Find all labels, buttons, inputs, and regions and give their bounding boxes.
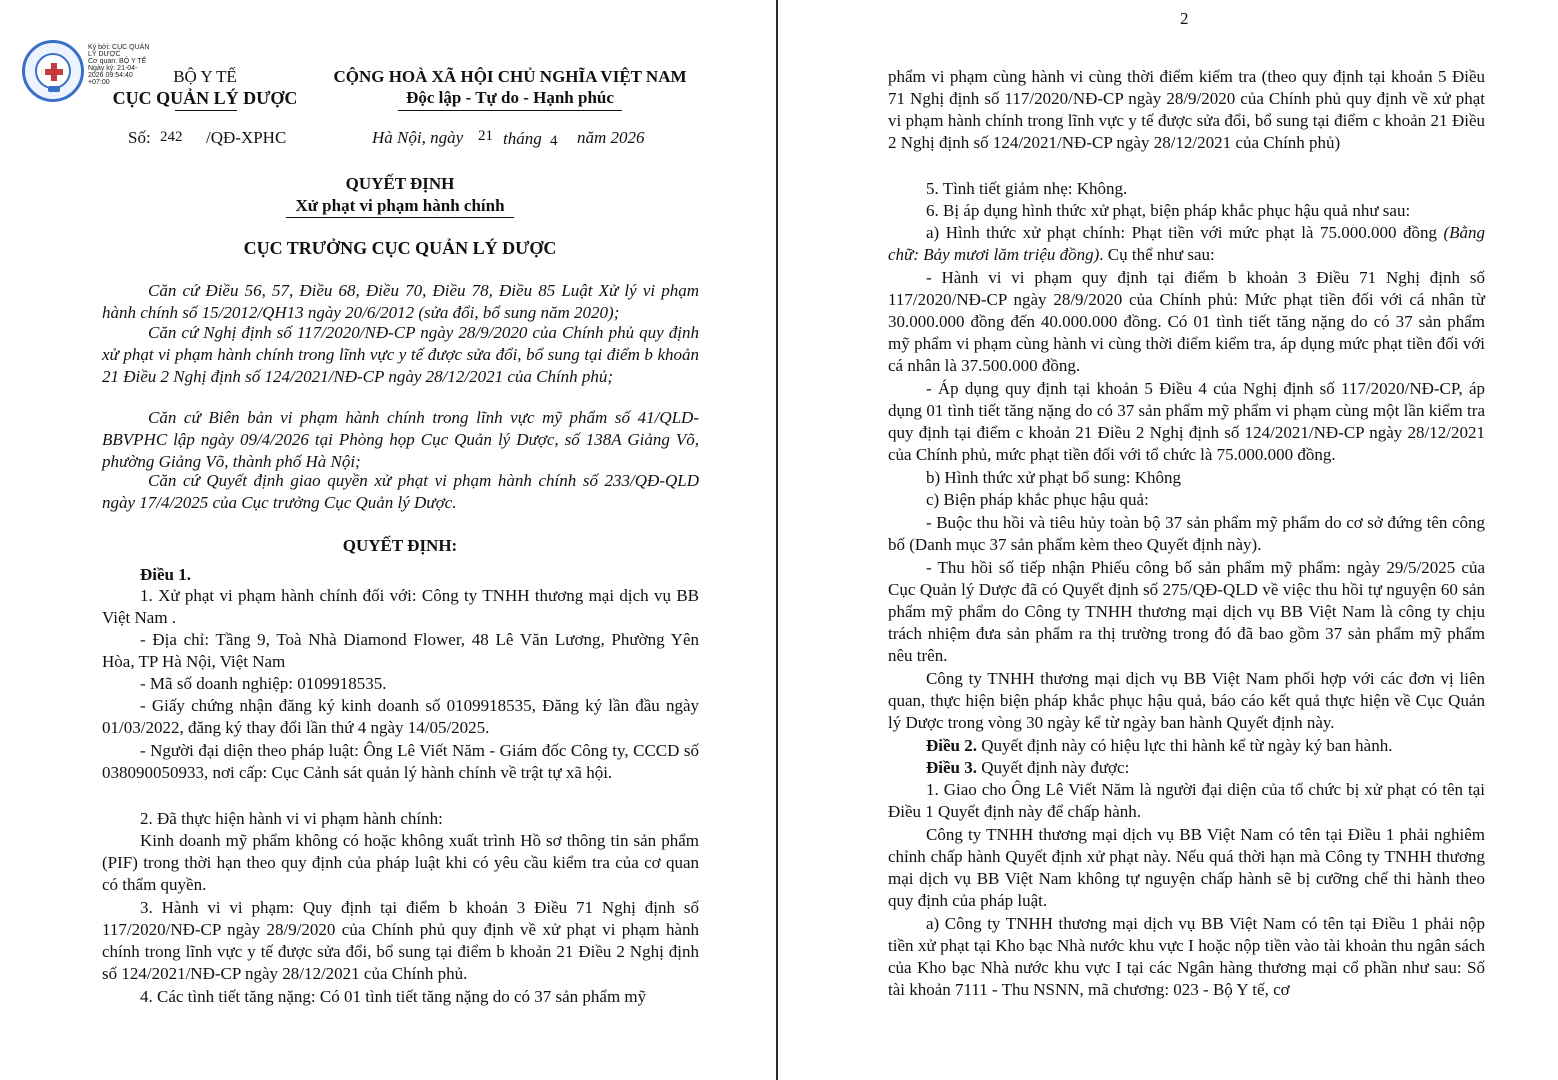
signature-line-2: LÝ DƯỢC bbox=[88, 51, 121, 58]
main-penalty bbox=[888, 222, 1485, 266]
violation-description: Kinh doanh mỹ phẩm không có hoặc không xuất trình Hồ sơ thông tin sản phẩm (PIF) trong thời hạn theo quy định của pháp luật khi có yêu cầu kiểm tra của cơ quan có thẩm quyền. bbox=[102, 831, 699, 894]
nation-motto: Độc lập - Tự do - Hạnh phúc bbox=[406, 88, 614, 107]
article-1-address: - Địa chỉ: Tầng 9, Toà Nhà Diamond Flower, 48 Lê Văn Lương, Phường Yên Hòa, TP Hà Nội, Việt Nam bbox=[102, 630, 699, 671]
org-department: CỤC QUẢN LÝ DƯỢC bbox=[112, 88, 298, 108]
article-2 bbox=[888, 735, 1485, 757]
mitigating-factors: 5. Tình tiết giảm nhẹ: Không. bbox=[926, 179, 1128, 198]
aggravating-continued: phẩm vi phạm cùng hành vi cùng thời điểm kiểm tra (theo quy định tại khoản 5 Điều 71 Nghị định số 117/2020/NĐ-CP ngày 28/9/2020 của Chính phủ quy định về xử phạt vi phạm hành chính trong lĩnh vực y tế được sửa đổi, bổ sung tại điểm c khoản 21 Điều 2 Nghị định số 124/2021/NĐ-CP ngày 28/12/2021 của Chính phủ) bbox=[888, 67, 1485, 152]
page-2 bbox=[778, 0, 1558, 1080]
remedial-recall: - Buộc thu hồi và tiêu hủy toàn bộ 37 sản phẩm mỹ phẩm do cơ sở đứng tên công bố (Danh mục 37 sản phẩm kèm theo Quyết định này). bbox=[888, 513, 1485, 554]
page-1 bbox=[0, 0, 776, 1080]
signature-line-1: Ký bởi: CỤC QUẢN bbox=[88, 44, 150, 51]
date-month-label: tháng bbox=[503, 129, 542, 148]
penalty-intro: 6. Bị áp dụng hình thức xử phạt, biện pháp khắc phục hậu quả như sau: bbox=[926, 201, 1411, 220]
article-2-heading: Điều 2. bbox=[926, 736, 977, 755]
signature-line-4: Ngày ký: 21-04- bbox=[88, 65, 138, 72]
date-year: năm 2026 bbox=[577, 128, 645, 147]
article-3 bbox=[888, 757, 1485, 779]
article-1-item-1: 1. Xử phạt vi phạm hành chính đối với: Công ty TNHH thương mại dịch vụ BB Việt Nam . bbox=[102, 586, 699, 627]
article-3-heading: Điều 3. bbox=[926, 758, 977, 777]
issuer-title: CỤC TRƯỞNG CỤC QUẢN LÝ DƯỢC bbox=[243, 238, 557, 258]
signature-line-6: +07:00 bbox=[88, 79, 110, 86]
signature-line-5: 2026 09:54:40 bbox=[88, 72, 133, 79]
doc-subtitle: Xử phạt vi phạm hành chính bbox=[295, 196, 505, 215]
main-penalty-in-words: (Bằng chữ: Bảy mươi lăm triệu đồng) bbox=[888, 223, 1485, 264]
decision-heading: QUYẾT ĐỊNH: bbox=[342, 536, 458, 555]
article-1-item-3: 3. Hành vi vi phạm: Quy định tại điểm b khoản 3 Điều 71 Nghị định số 117/2020/NĐ-CP ngày 28/9/2020 của Chính phủ quy định về xử phạt vi phạm hành chính trong lĩnh vực y tế được sửa đổi, bổ sung tại điểm b khoản 21 Điều 2 Nghị định số 124/2021/NĐ-CP ngày 28/12/2021 của Chính phủ. bbox=[102, 898, 699, 983]
article-1-item-4: 4. Các tình tiết tăng nặng: Có 01 tình tiết tăng nặng do có 37 sản phẩm mỹ bbox=[140, 987, 647, 1006]
article-1-tax-code: - Mã số doanh nghiệp: 0109918535. bbox=[140, 674, 387, 693]
remedial-measures-heading: c) Biện pháp khắc phục hậu quả: bbox=[926, 490, 1149, 509]
decision-number-label: Số: bbox=[128, 128, 151, 147]
main-penalty-amount: a) Hình thức xử phạt chính: Phạt tiền với mức phạt là 75.000.000 đồng bbox=[926, 223, 1437, 242]
decision-number: 242 bbox=[160, 129, 183, 145]
organization-penalty: - Áp dụng quy định tại khoản 5 Điều 4 của Nghị định số 117/2020/NĐ-CP, áp dụng 01 tình tiết tăng nặng do có 37 sản phẩm mỹ phẩm vi phạm cùng một lần kiểm tra quy định tại điểm c khoản 21 Điều 2 Nghị định số 124/2021/NĐ-CP ngày 28/12/2021 của Chính phủ, mức phạt tiền đối với tổ chức là 75.000.000 đồng. bbox=[888, 379, 1485, 464]
article-1-license: - Giấy chứng nhận đăng ký kinh doanh số 0109918535, Đăng ký lần đầu ngày 01/03/2022, đăng ký thay đổi lần thứ 4 ngày 14/05/2025. bbox=[102, 696, 699, 737]
article-3-item-1: 1. Giao cho Ông Lê Viết Năm là người đại diện của tổ chức bị xử phạt có tên tại Điều 1 Quyết định này để chấp hành. bbox=[888, 780, 1485, 821]
page-number: 2 bbox=[1180, 9, 1189, 28]
signature-line-3: Cơ quan: BỘ Y TẾ bbox=[88, 58, 147, 65]
legal-basis-3: Căn cứ Biên bản vi phạm hành chính trong lĩnh vực mỹ phẩm số 41/QLD-BBVPHC lập ngày 09/4/2026 tại Phòng họp Cục Quản lý Dược, số 138A Giảng Võ, phường Giảng Võ, thành phố Hà Nội; bbox=[102, 408, 699, 471]
remedial-revoke: - Thu hồi số tiếp nhận Phiếu công bố sản phẩm mỹ phẩm: ngày 29/5/2025 của Cục Quản lý Dược đã có Quyết định số 275/QĐ-QLD về việc thu hồi tự nguyện 60 sản phẩm mỹ phẩm do Công ty TNHH thương mại dịch vụ BB Việt Nam là công ty chịu trách nhiệm đưa sản phẩm ra thị trường trong đó đã bao gồm 37 sản phẩm mỹ phẩm nêu trên. bbox=[888, 558, 1485, 665]
ministry-seal-icon bbox=[22, 40, 84, 102]
article-1-representative: - Người đại diện theo pháp luật: Ông Lê Viết Năm - Giám đốc Công ty, CCCD số 038090050933, nơi cấp: Cục Cảnh sát quản lý hành chính về trật tự xã hội. bbox=[102, 741, 699, 782]
legal-basis-1: Căn cứ Điều 56, 57, Điều 68, Điều 70, Điều 78, Điều 85 Luật Xử lý vi phạm hành chính số 15/2012/QH13 ngày 20/6/2012 (sửa đổi, bổ sung năm 2020); bbox=[102, 281, 699, 322]
legal-basis-4: Căn cứ Quyết định giao quyền xử phạt vi phạm hành chính số 233/QĐ-QLD ngày 17/4/2025 của Cục trưởng Cục Quản lý Dược. bbox=[102, 471, 699, 512]
legal-basis-2: Căn cứ Nghị định số 117/2020/NĐ-CP ngày 28/9/2020 của Chính phủ quy định xử phạt vi phạm hành chính trong lĩnh vực y tế được sửa đổi, bổ sung tại điểm b khoản 21 Điều 2 Nghị định số 124/2021/NĐ-CP ngày 28/12/2021 của Chính phủ; bbox=[102, 323, 699, 386]
article-1-heading: Điều 1. bbox=[140, 565, 191, 584]
date-month: 4 bbox=[550, 133, 558, 149]
individual-penalty: - Hành vi vi phạm quy định tại điểm b khoản 3 Điều 71 Nghị định số 117/2020/NĐ-CP ngày 28/9/2020 của Chính phủ: Mức phạt tiền đối với cá nhân từ 30.000.000 đồng đến 40.000.000 đồng. Có 01 tình tiết tăng nặng do có 37 sản phẩm mỹ phẩm vi phạm cùng hành vi cùng thời điểm kiểm tra, áp dụng mức phạt tiền đối với cá nhân là 37.500.000 đồng. bbox=[888, 268, 1485, 375]
remedial-coordination: Công ty TNHH thương mại dịch vụ BB Việt Nam phối hợp với các đơn vị liên quan, thực hiện biện pháp khắc phục hậu quả, báo cáo kết quả thực hiện về Cục Quản lý Dược trong vòng 30 ngày kể từ ngày ban hành Quyết định này. bbox=[888, 669, 1485, 732]
nation-title: CỘNG HOÀ XÃ HỘI CHỦ NGHĨA VIỆT NAM bbox=[333, 67, 687, 86]
decision-number-suffix: /QĐ-XPHC bbox=[206, 128, 287, 147]
date-day: 21 bbox=[478, 128, 493, 144]
main-penalty-detail: . Cụ thể như sau: bbox=[1099, 245, 1215, 264]
date-prefix: Hà Nội, ngày bbox=[372, 128, 464, 147]
article-3-enforcement: Công ty TNHH thương mại dịch vụ BB Việt Nam có tên tại Điều 1 phải nghiêm chỉnh chấp hành Quyết định xử phạt này. Nếu quá thời hạn mà Công ty TNHH thương mại dịch vụ BB Việt Nam không tự nguyện chấp hành sẽ bị cưỡng chế thi hành theo quy định của pháp luật. bbox=[888, 825, 1485, 910]
org-ministry: BỘ Y TẾ bbox=[173, 67, 237, 86]
article-3-text: Quyết định này được: bbox=[977, 758, 1130, 777]
article-1-item-2: 2. Đã thực hiện hành vi vi phạm hành chính: bbox=[140, 809, 443, 828]
additional-penalty: b) Hình thức xử phạt bổ sung: Không bbox=[926, 468, 1181, 487]
article-2-text: Quyết định này có hiệu lực thi hành kể từ ngày ký ban hành. bbox=[977, 736, 1393, 755]
doc-title: QUYẾT ĐỊNH bbox=[345, 174, 455, 193]
article-3-payment: a) Công ty TNHH thương mại dịch vụ BB Việt Nam có tên tại Điều 1 phải nộp tiền xử phạt tại Kho bạc Nhà nước khu vực I hoặc nộp tiền vào tài khoản thu ngân sách của Kho bạc Nhà nước khu vực I tại các Ngân hàng thương mại cổ phần như sau: Số tài khoản 7111 - Thu NSNN, mã chương: 023 - Bộ Y tế, cơ bbox=[888, 914, 1485, 999]
